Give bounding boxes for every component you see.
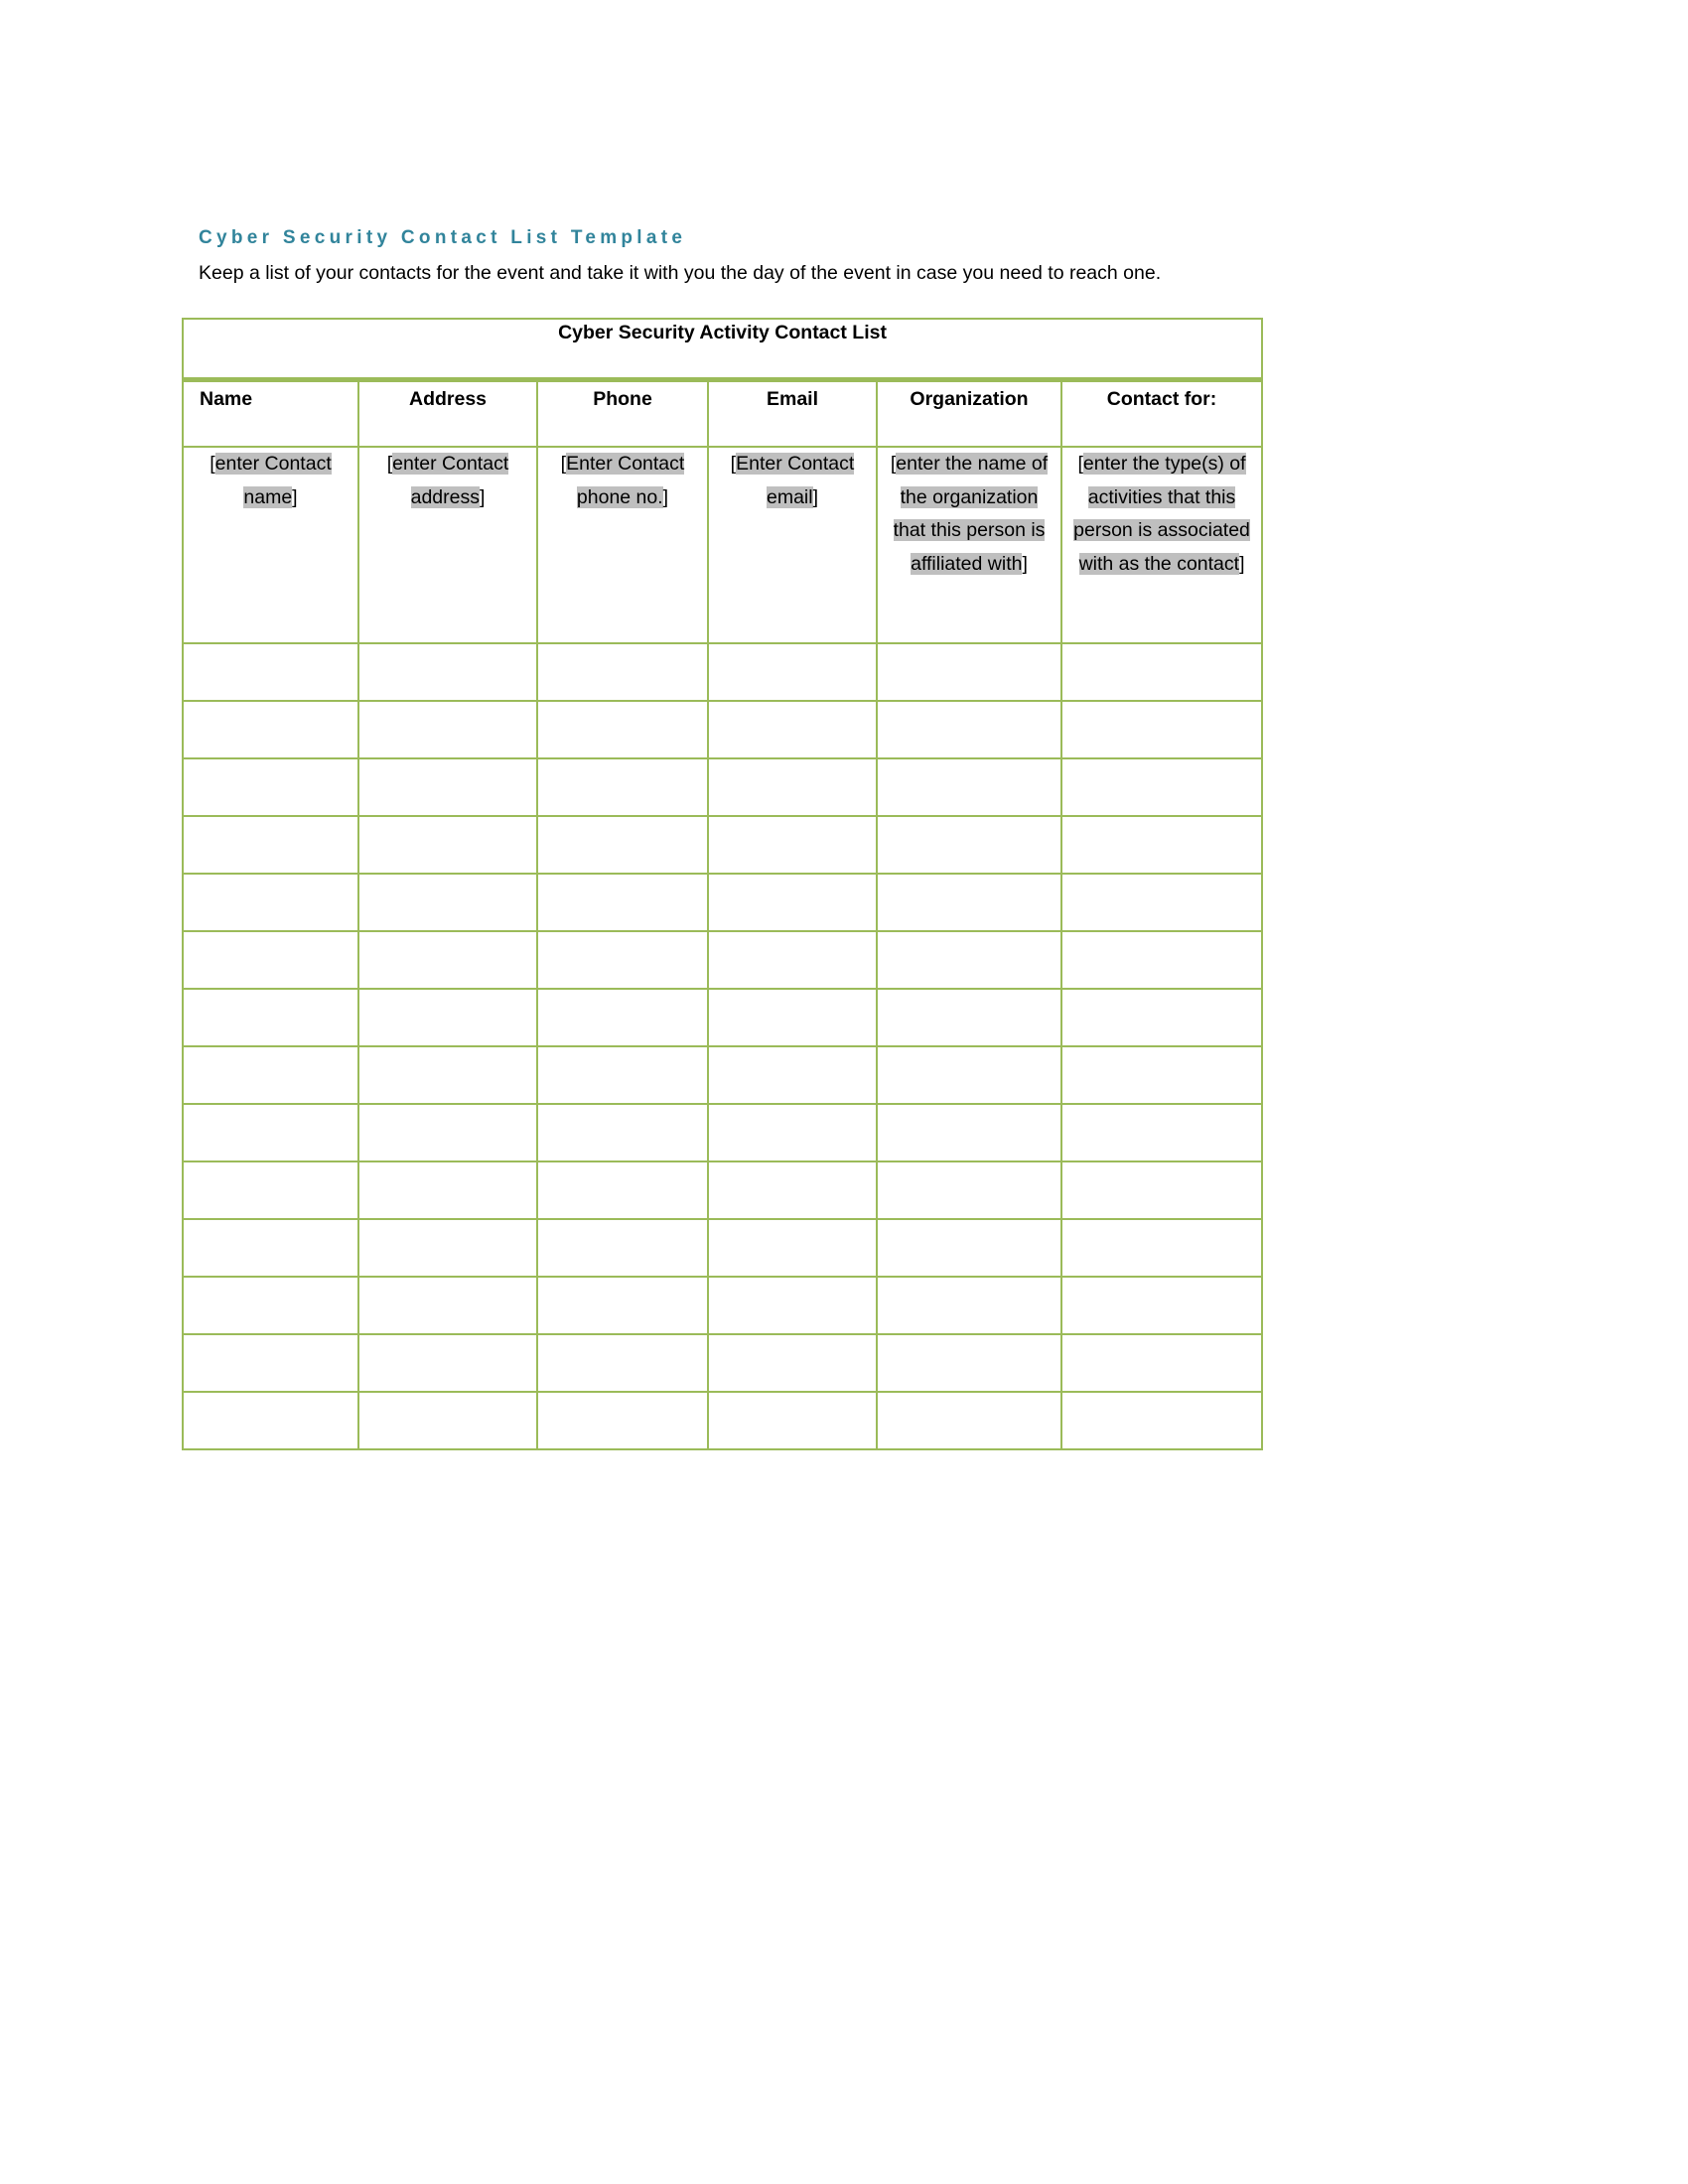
table-row — [183, 1161, 1262, 1219]
table-row — [183, 989, 1262, 1046]
empty-cell-phone[interactable] — [537, 1046, 708, 1104]
table-row — [183, 758, 1262, 816]
empty-cell-phone[interactable] — [537, 1219, 708, 1277]
empty-cell-email[interactable] — [708, 1161, 877, 1219]
empty-cell-phone[interactable] — [537, 1392, 708, 1449]
empty-cell-name[interactable] — [183, 643, 358, 701]
table-row — [183, 1104, 1262, 1161]
empty-cell-organization[interactable] — [877, 1334, 1061, 1392]
empty-cell-organization[interactable] — [877, 1046, 1061, 1104]
sample-row — [183, 447, 1262, 643]
table-row — [183, 1046, 1262, 1104]
table-row — [183, 643, 1262, 701]
placeholder-organization[interactable]: enter the name of the organization that this person is affiliated with — [893, 453, 1049, 575]
empty-cell-contact-for[interactable] — [1061, 758, 1262, 816]
empty-cell-address[interactable] — [358, 1334, 537, 1392]
empty-cell-phone[interactable] — [537, 1104, 708, 1161]
empty-cell-phone[interactable] — [537, 701, 708, 758]
sample-cell-address[interactable]: [enter Contact address] — [358, 447, 537, 643]
column-header-email: Email — [708, 380, 877, 448]
empty-cell-address[interactable] — [358, 701, 537, 758]
table-caption-row — [183, 319, 1262, 380]
empty-cell-address[interactable] — [358, 989, 537, 1046]
empty-cell-name[interactable] — [183, 1392, 358, 1449]
table-row — [183, 1277, 1262, 1334]
table-row — [183, 931, 1262, 989]
empty-cell-email[interactable] — [708, 1104, 877, 1161]
placeholder-email[interactable]: Enter Contact email — [736, 453, 855, 508]
empty-cell-organization[interactable] — [877, 1104, 1061, 1161]
column-header-name: Name — [183, 380, 358, 448]
contact-list-table — [182, 318, 1263, 1450]
page-title: Cyber Security Contact List Template — [199, 227, 687, 248]
empty-cell-phone[interactable] — [537, 643, 708, 701]
empty-cell-email[interactable] — [708, 1219, 877, 1277]
empty-cell-address[interactable] — [358, 816, 537, 874]
empty-cell-contact-for[interactable] — [1061, 1046, 1262, 1104]
empty-cell-contact-for[interactable] — [1061, 701, 1262, 758]
empty-cell-address[interactable] — [358, 758, 537, 816]
empty-cell-organization[interactable] — [877, 1392, 1061, 1449]
empty-cell-organization[interactable] — [877, 874, 1061, 931]
empty-cell-organization[interactable] — [877, 758, 1061, 816]
empty-cell-address[interactable] — [358, 874, 537, 931]
empty-cell-address[interactable] — [358, 1161, 537, 1219]
column-header-contact-for: Contact for: — [1061, 380, 1262, 448]
empty-cell-address[interactable] — [358, 1277, 537, 1334]
empty-cell-address[interactable] — [358, 1104, 537, 1161]
sample-cell-email[interactable]: [Enter Contact email] — [708, 447, 877, 643]
table-row — [183, 874, 1262, 931]
empty-cell-organization[interactable] — [877, 701, 1061, 758]
sample-cell-phone[interactable]: [Enter Contact phone no.] — [537, 447, 708, 643]
column-header-address: Address — [358, 380, 537, 448]
empty-cell-email[interactable] — [708, 931, 877, 989]
empty-cell-organization[interactable] — [877, 643, 1061, 701]
column-header-organization: Organization — [877, 380, 1061, 448]
placeholder-phone[interactable]: Enter Contact phone no. — [566, 453, 685, 508]
empty-cell-phone[interactable] — [537, 758, 708, 816]
empty-cell-contact-for[interactable] — [1061, 931, 1262, 989]
column-header-phone: Phone — [537, 380, 708, 448]
empty-cell-email[interactable] — [708, 1392, 877, 1449]
empty-cell-address[interactable] — [358, 1046, 537, 1104]
empty-cell-email[interactable] — [708, 816, 877, 874]
empty-cell-contact-for[interactable] — [1061, 643, 1262, 701]
empty-cell-address[interactable] — [358, 1392, 537, 1449]
intro-text: Keep a list of your contacts for the event and take it with you the day of the event in case you need to reach one. — [199, 262, 1162, 284]
empty-cell-contact-for[interactable] — [1061, 989, 1262, 1046]
table-header-row — [183, 380, 1262, 448]
empty-cell-contact-for[interactable] — [1061, 1219, 1262, 1277]
table-caption: Cyber Security Activity Contact List — [183, 319, 1262, 380]
empty-cell-email[interactable] — [708, 989, 877, 1046]
empty-cell-phone[interactable] — [537, 816, 708, 874]
empty-cell-email[interactable] — [708, 758, 877, 816]
empty-cell-address[interactable] — [358, 1219, 537, 1277]
placeholder-name[interactable]: enter Contact name — [214, 453, 332, 508]
sample-cell-contact-for[interactable]: [enter the type(s) of activities that this person is associated with as the contact] — [1061, 447, 1262, 643]
table-row — [183, 701, 1262, 758]
empty-cell-name[interactable] — [183, 701, 358, 758]
empty-cell-email[interactable] — [708, 1334, 877, 1392]
empty-cell-name[interactable] — [183, 1161, 358, 1219]
empty-cell-email[interactable] — [708, 874, 877, 931]
empty-cell-contact-for[interactable] — [1061, 874, 1262, 931]
empty-cell-organization[interactable] — [877, 1161, 1061, 1219]
empty-cell-organization[interactable] — [877, 989, 1061, 1046]
empty-cell-name[interactable] — [183, 758, 358, 816]
empty-cell-email[interactable] — [708, 701, 877, 758]
empty-cell-phone[interactable] — [537, 1161, 708, 1219]
empty-cell-organization[interactable] — [877, 1219, 1061, 1277]
empty-cell-phone[interactable] — [537, 931, 708, 989]
empty-cell-contact-for[interactable] — [1061, 1334, 1262, 1392]
empty-cell-contact-for[interactable] — [1061, 1392, 1262, 1449]
empty-cell-contact-for[interactable] — [1061, 1277, 1262, 1334]
empty-cell-email[interactable] — [708, 643, 877, 701]
sample-cell-name[interactable]: [enter Contact name] — [183, 447, 358, 643]
empty-cell-organization[interactable] — [877, 816, 1061, 874]
empty-cell-phone[interactable] — [537, 874, 708, 931]
empty-cell-name[interactable] — [183, 816, 358, 874]
empty-cell-contact-for[interactable] — [1061, 1161, 1262, 1219]
empty-cell-name[interactable] — [183, 1046, 358, 1104]
empty-cell-address[interactable] — [358, 931, 537, 989]
empty-cell-email[interactable] — [708, 1046, 877, 1104]
empty-cell-organization[interactable] — [877, 931, 1061, 989]
empty-cell-email[interactable] — [708, 1277, 877, 1334]
empty-cell-organization[interactable] — [877, 1277, 1061, 1334]
empty-cell-name[interactable] — [183, 874, 358, 931]
table-row — [183, 1392, 1262, 1449]
empty-cell-phone[interactable] — [537, 1334, 708, 1392]
placeholder-address[interactable]: enter Contact address — [392, 453, 509, 508]
empty-cell-contact-for[interactable] — [1061, 816, 1262, 874]
empty-cell-name[interactable] — [183, 989, 358, 1046]
empty-cell-address[interactable] — [358, 643, 537, 701]
empty-cell-name[interactable] — [183, 931, 358, 989]
empty-cell-phone[interactable] — [537, 989, 708, 1046]
empty-cell-contact-for[interactable] — [1061, 1104, 1262, 1161]
empty-cell-name[interactable] — [183, 1104, 358, 1161]
empty-cell-name[interactable] — [183, 1334, 358, 1392]
placeholder-contact-for[interactable]: enter the type(s) of activities that this person is associated with as the contact — [1073, 453, 1250, 575]
table-row — [183, 1219, 1262, 1277]
sample-cell-organization[interactable]: [enter the name of the organization that this person is affiliated with] — [877, 447, 1061, 643]
empty-cell-phone[interactable] — [537, 1277, 708, 1334]
empty-cell-name[interactable] — [183, 1277, 358, 1334]
table-row — [183, 816, 1262, 874]
table-row — [183, 1334, 1262, 1392]
empty-cell-name[interactable] — [183, 1219, 358, 1277]
